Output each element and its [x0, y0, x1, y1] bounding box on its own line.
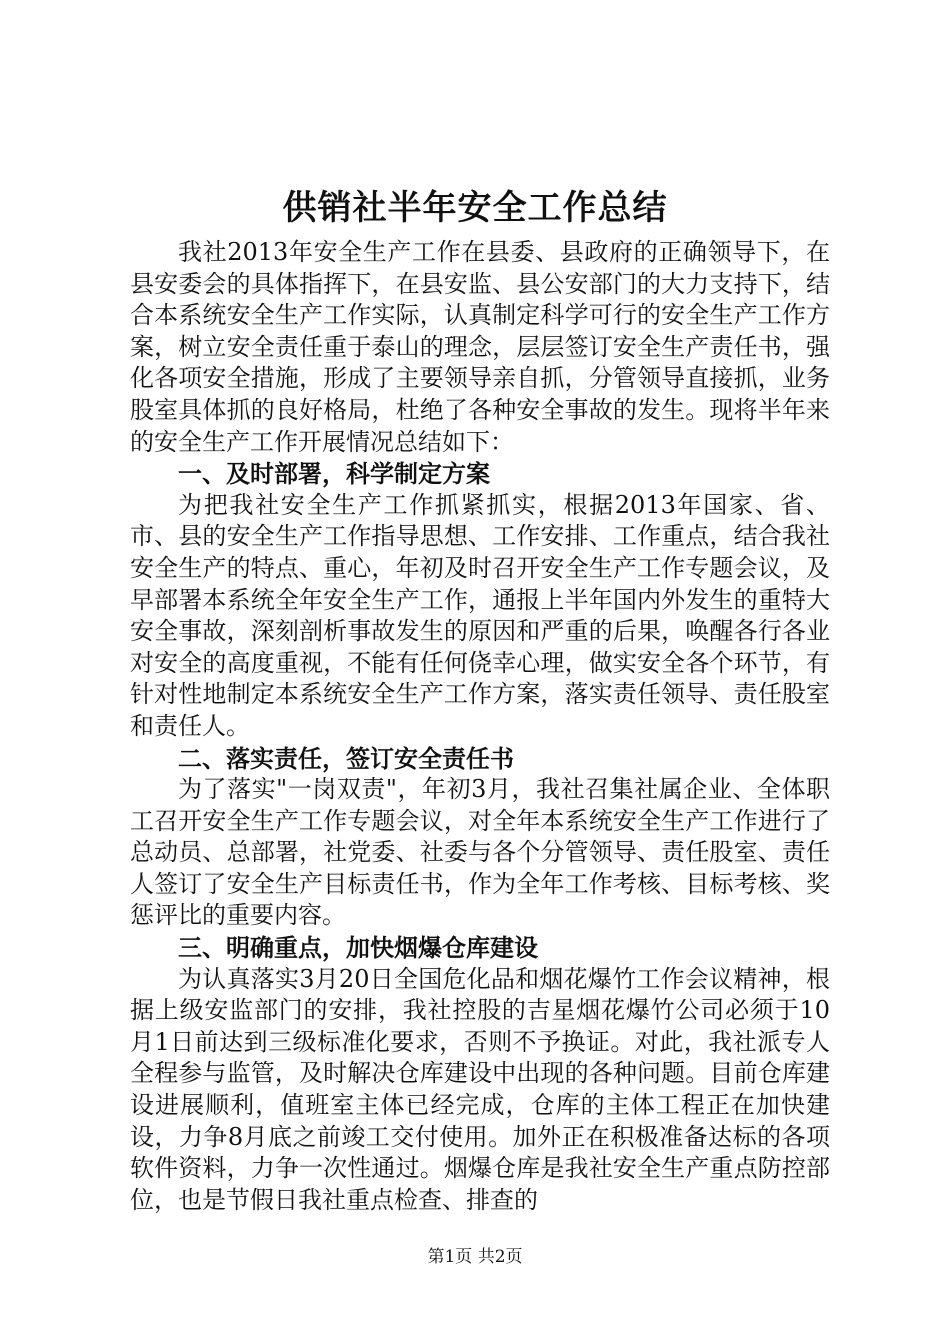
section-1-heading: 一、及时部署，科学制定方案: [178, 459, 490, 489]
page-footer: 第1页 共2页: [427, 1247, 523, 1267]
section-2-heading: 二、落实责任，签订安全责任书: [178, 743, 514, 773]
section-3-paragraph: 为认真落实3月20日全国危化品和烟花爆竹工作会议精神，根据上级安监部门的安排，我社控股的吉星烟花爆竹公司必须于10月1日前达到三级标准化要求，否则不予换证。对此，我社派专人全程参与监管，及时解决仓库建设中出现的各种问题。目前仓库建设进展顺利，值班室主体已经完成，仓库的主体工程正在加快建设，力争8月底之前竣工交付使用。加外正在积极准备达标的各项软件资料，力争一次性通过。烟爆仓库是我社安全生产重点防控部位，也是节假日我社重点检查、排查的: [130, 964, 830, 1214]
section-2-paragraph: 为了落实"一岗双责"，年初3月，我社召集社属企业、全体职工召开安全生产工作专题会议，对全年本系统安全生产工作进行了总动员、总部署，社党委、社委与各个分管领导、责任股室、责任人签订了安全生产目标责任书，作为全年工作考核、目标考核、奖惩评比的重要内容。: [130, 775, 830, 930]
section-3-heading: 三、明确重点，加快烟爆仓库建设: [178, 933, 538, 963]
document-title: 供销社半年安全工作总结: [282, 188, 668, 228]
document-body: [130, 237, 830, 1216]
section-1-paragraph: 为把我社安全生产工作抓紧抓实，根据2013年国家、省、市、县的安全生产工作指导思想、工作安排、工作重点，结合我社安全生产的特点、重心，年初及时召开安全生产工作专题会议，及早部署本系统全年安全生产工作，通报上半年国内外发生的重特大安全事故，深刻剖析事故发生的原因和严重的后果，唤醒各行各业对安全的高度重视，不能有任何侥幸心理，做实安全各个环节，有针对性地制定本系统安全生产工作方案，落实责任领导、责任股室和责任人。: [130, 490, 830, 740]
intro-paragraph: 我社2013年安全生产工作在县委、县政府的正确领导下，在县安委会的具体指挥下，在县安监、县公安部门的大力支持下，结合本系统安全生产工作实际，认真制定科学可行的安全生产工作方案，树立安全责任重于泰山的理念，层层签订安全生产责任书，强化各项安全措施，形成了主要领导亲自抓，分管领导直接抓，业务股室具体抓的良好格局，杜绝了各种安全事故的发生。现将半年来的安全生产工作开展情况总结如下：: [130, 238, 830, 456]
